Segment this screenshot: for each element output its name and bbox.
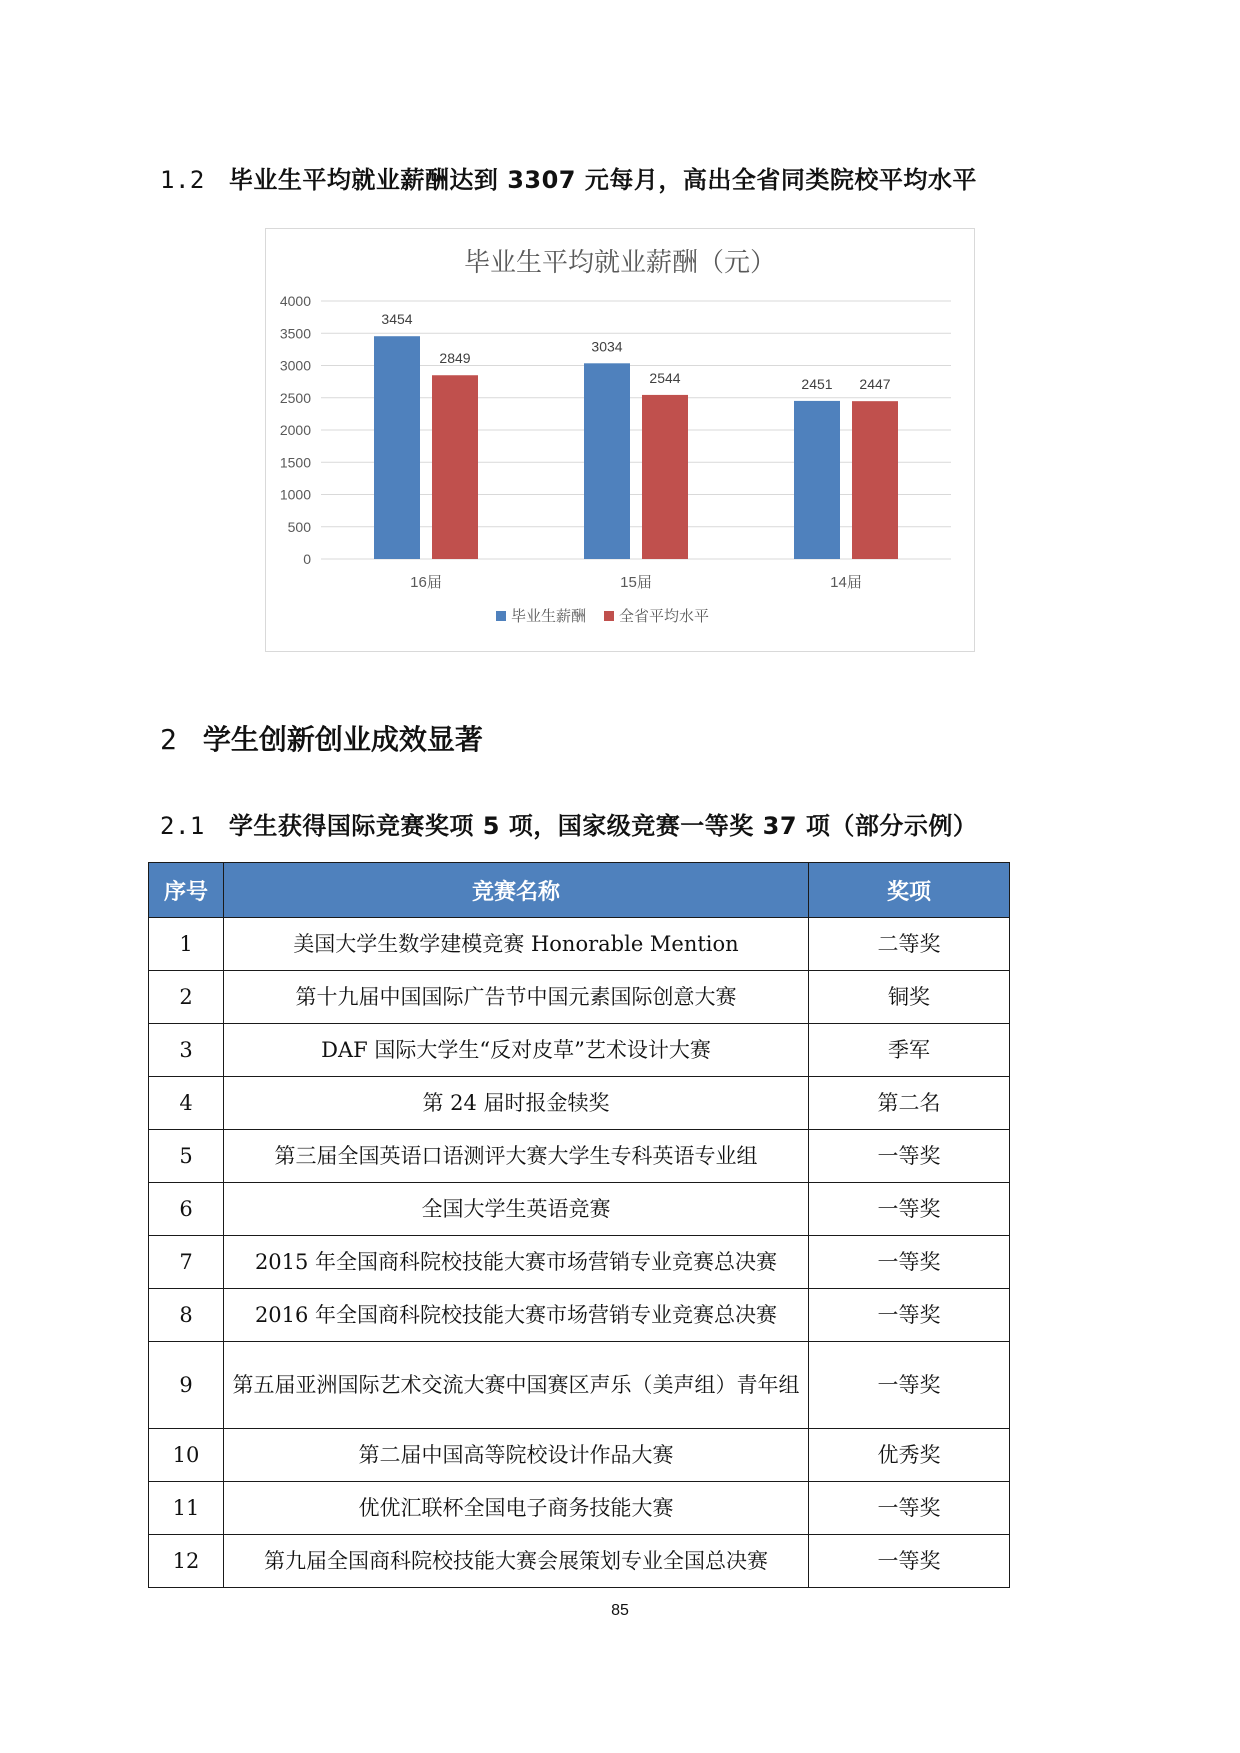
row-competition: 第五届亚洲国际艺术交流大赛中国赛区声乐（美声组）青年组 xyxy=(224,1342,809,1429)
row-award: 一等奖 xyxy=(809,1130,1010,1183)
row-award: 一等奖 xyxy=(809,1342,1010,1429)
y-tick-label: 4000 xyxy=(279,293,311,309)
data-label: 2544 xyxy=(649,369,681,386)
table-row xyxy=(149,1024,1010,1077)
row-competition: 全国大学生英语竞赛 xyxy=(224,1183,809,1236)
row-competition: 第 24 届时报金犊奖 xyxy=(224,1077,809,1130)
row-award: 一等奖 xyxy=(809,1183,1010,1236)
section-title: 学生创新创业成效显著 xyxy=(202,723,483,756)
legend-swatch xyxy=(496,611,506,621)
y-tick-label: 3500 xyxy=(279,325,311,342)
x-tick-label: 16届 xyxy=(410,574,442,591)
table-row xyxy=(149,1077,1010,1130)
row-award: 一等奖 xyxy=(809,1482,1010,1535)
row-award: 二等奖 xyxy=(809,918,1010,971)
row-index: 1 xyxy=(149,918,224,971)
x-tick-label: 15届 xyxy=(620,574,652,591)
row-competition: 2015 年全国商科院校技能大赛市场营销专业竞赛总决赛 xyxy=(224,1236,809,1289)
row-competition: 第三届全国英语口语测评大赛大学生专科英语专业组 xyxy=(224,1130,809,1183)
row-competition: 2016 年全国商科院校技能大赛市场营销专业竞赛总决赛 xyxy=(224,1289,809,1342)
y-tick-label: 2000 xyxy=(279,422,311,438)
data-label: 2849 xyxy=(439,350,471,367)
awards-table xyxy=(148,862,1010,1588)
section-number: 1.2 xyxy=(160,166,205,194)
y-tick-label: 1500 xyxy=(279,454,311,471)
data-label: 2451 xyxy=(801,375,833,392)
table-row xyxy=(149,1342,1010,1429)
chart-title: 毕业生平均就业薪酬（元） xyxy=(463,247,777,277)
section-title: 毕业生平均就业薪酬达到 3307 元每月，高出全省同类院校平均水平 xyxy=(228,166,977,194)
section-heading-2-1 xyxy=(160,806,977,841)
bar xyxy=(852,401,898,559)
salary-chart xyxy=(265,228,975,652)
row-award: 一等奖 xyxy=(809,1535,1010,1588)
row-award: 第二名 xyxy=(809,1077,1010,1130)
table-row xyxy=(149,1535,1010,1588)
row-index: 9 xyxy=(149,1342,224,1429)
table-row xyxy=(149,918,1010,971)
y-tick-label: 1000 xyxy=(279,486,311,503)
row-competition: 优优汇联杯全国电子商务技能大赛 xyxy=(224,1482,809,1535)
row-index: 5 xyxy=(149,1130,224,1183)
row-competition: 美国大学生数学建模竞赛 Honorable Mention xyxy=(224,918,809,971)
table-row xyxy=(149,1482,1010,1535)
y-tick-label: 0 xyxy=(303,551,311,567)
salary-bar-chart xyxy=(266,229,974,651)
row-competition: DAF 国际大学生“反对皮草”艺术设计大赛 xyxy=(224,1024,809,1077)
row-index: 3 xyxy=(149,1024,224,1077)
section-heading-2 xyxy=(160,718,483,758)
page-number: 85 xyxy=(611,1602,629,1619)
bar xyxy=(794,401,840,559)
table-row xyxy=(149,1429,1010,1482)
row-index: 10 xyxy=(149,1429,224,1482)
row-award: 季军 xyxy=(809,1024,1010,1077)
row-index: 8 xyxy=(149,1289,224,1342)
bar xyxy=(374,336,420,559)
y-tick-label: 2500 xyxy=(279,389,311,406)
row-index: 2 xyxy=(149,971,224,1024)
row-index: 6 xyxy=(149,1183,224,1236)
y-tick-label: 500 xyxy=(287,518,311,535)
row-award: 一等奖 xyxy=(809,1289,1010,1342)
legend-label: 毕业生薪酬 xyxy=(511,608,587,625)
row-award: 优秀奖 xyxy=(809,1429,1010,1482)
row-competition: 第二届中国高等院校设计作品大赛 xyxy=(224,1429,809,1482)
section-number: 2 xyxy=(160,723,177,756)
row-award: 铜奖 xyxy=(809,971,1010,1024)
data-label: 2447 xyxy=(859,376,891,393)
row-index: 12 xyxy=(149,1535,224,1588)
table-row xyxy=(149,971,1010,1024)
row-index: 4 xyxy=(149,1077,224,1130)
x-tick-label: 14届 xyxy=(830,574,862,591)
table-row xyxy=(149,1236,1010,1289)
data-label: 3454 xyxy=(381,311,413,328)
table-row xyxy=(149,1183,1010,1236)
row-index: 11 xyxy=(149,1482,224,1535)
bar xyxy=(584,363,630,559)
bar xyxy=(642,395,688,559)
row-index: 7 xyxy=(149,1236,224,1289)
row-competition: 第九届全国商科院校技能大赛会展策划专业全国总决赛 xyxy=(224,1535,809,1588)
table-row xyxy=(149,1130,1010,1183)
section-heading-1-2 xyxy=(160,160,977,195)
table-header-row xyxy=(149,863,1010,918)
row-competition: 第十九届中国国际广告节中国元素国际创意大赛 xyxy=(224,971,809,1024)
header-competition: 竞赛名称 xyxy=(224,863,809,918)
legend-swatch xyxy=(604,611,614,621)
header-award: 奖项 xyxy=(809,863,1010,918)
y-tick-label: 3000 xyxy=(279,357,311,374)
table-row xyxy=(149,1289,1010,1342)
section-number: 2.1 xyxy=(160,812,205,840)
bar xyxy=(432,375,478,559)
row-award: 一等奖 xyxy=(809,1236,1010,1289)
data-label: 3034 xyxy=(591,338,623,355)
legend-label: 全省平均水平 xyxy=(619,608,710,625)
section-title: 学生获得国际竞赛奖项 5 项，国家级竞赛一等奖 37 项（部分示例） xyxy=(228,812,978,840)
header-index: 序号 xyxy=(149,863,224,918)
